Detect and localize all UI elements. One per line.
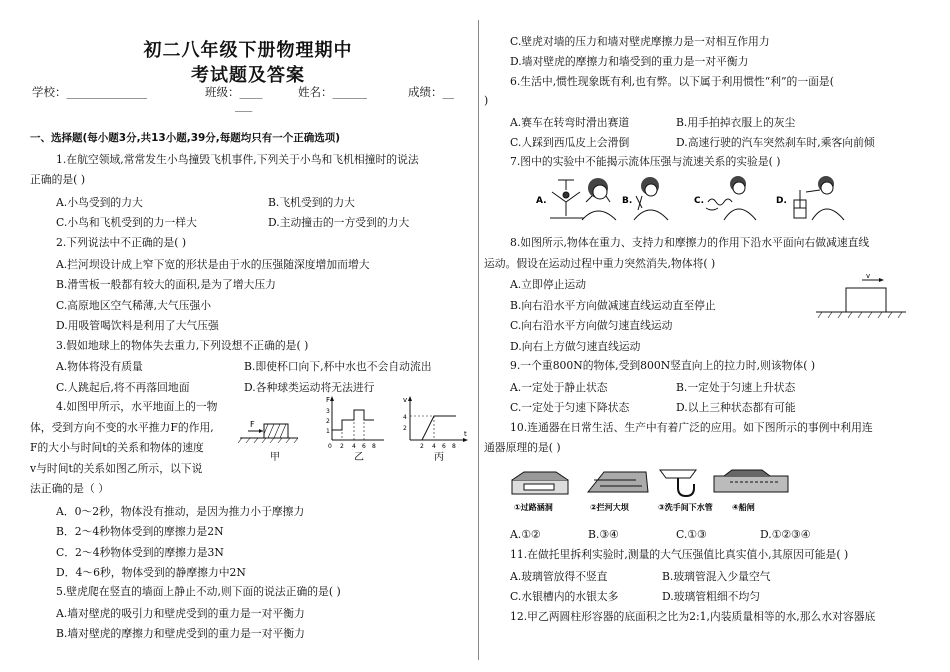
- q2-option-b: B.滑雪板一般都有较大的面积,是为了增大压力: [56, 278, 276, 291]
- q5-option-b: B.墙对壁虎的摩擦力和壁虎受到的重力是一对平衡力: [56, 627, 305, 640]
- q10-stem-cont: 通器原理的是( ): [484, 441, 561, 454]
- q1-stem: 1.在航空领域,常常发生小鸟撞毁飞机事件,下列关于小鸟和飞机相撞时的说法: [56, 153, 419, 166]
- q2-stem: 2.下列说法中不正确的是( ): [56, 236, 187, 249]
- school-field: 学校：______________: [32, 85, 147, 99]
- q4-option-b: B．2～4秒物体受到的摩擦力是2N: [56, 525, 224, 538]
- sink-drain-figure: [660, 470, 696, 496]
- q10-option-c: C.①③: [676, 528, 707, 541]
- q4-option-c: C．2～4秒物体受到的摩擦力是3N: [56, 546, 224, 559]
- name-field: 姓名：______: [298, 85, 367, 99]
- q1-option-a: A.小鸟受到的力大: [56, 196, 143, 209]
- figure-jia: [238, 420, 298, 443]
- caption-lock: ④船闸: [732, 503, 755, 512]
- boy-with-spring-figure: [706, 176, 756, 220]
- ship-lock-figure: [714, 470, 788, 492]
- axis-t: t: [464, 430, 467, 438]
- q4-figures: [238, 394, 470, 464]
- title-line1: 初二八年级下册物理期中: [143, 40, 353, 61]
- tick-b2: 2: [420, 443, 424, 450]
- score-field-cont: ___: [235, 98, 253, 112]
- q4-stem-4: v与时间t的关系如图乙所示，以下说: [30, 462, 203, 475]
- q2-option-a: A.拦河坝设计成上窄下宽的形状是由于水的压强随深度增加而增大: [56, 258, 370, 271]
- section-heading: 一、选择题(每小题3分,共13小题,39分,每题均只有一个正确选项): [30, 132, 341, 144]
- q5-stem: 5.壁虎爬在竖直的墙面上静止不动,则下面的说法正确的是( ): [56, 585, 341, 598]
- tick-b6: 6: [442, 443, 446, 450]
- tick-x8: 8: [372, 443, 376, 450]
- q3-option-c: C.人跳起后,将不再落回地面: [56, 381, 190, 394]
- q6-stem: 6.生活中,惯性现象既有利,也有弊。以下属于利用惯性“利”的一面是(: [510, 75, 834, 88]
- q4-option-a: A．0～2秒，物体没有推动，是因为推力小于摩擦力: [56, 505, 305, 518]
- q1-stem-cont: 正确的是( ): [30, 173, 86, 186]
- q11-option-d: D.玻璃管粗细不均匀: [662, 590, 761, 603]
- axis-F: F: [326, 396, 331, 404]
- left-column: [30, 0, 466, 672]
- q5-option-d: D.墙对壁虎的摩擦力和墙受到的重力是一对平衡力: [510, 55, 749, 68]
- q1-option-d: D.主动撞击的一方受到的力大: [268, 216, 410, 229]
- label-jia: 甲: [270, 452, 280, 463]
- score-field: 成绩：__: [408, 85, 454, 99]
- q11-option-a: A.玻璃管放得不竖直: [510, 570, 608, 583]
- q9-option-d: D.以上三种状态都有可能: [676, 401, 796, 414]
- q9-option-b: B.一定处于匀速上升状态: [676, 381, 796, 394]
- q8-option-b: B.向右沿水平方向做减速直线运动直至停止: [510, 299, 716, 312]
- tick-x4: 4: [352, 443, 356, 450]
- tick-b8: 8: [452, 443, 456, 450]
- funnel-ball-figure: [550, 180, 584, 218]
- q5-option-c: C.壁虎对墙的压力和墙对壁虎摩擦力是一对相互作用力: [510, 35, 770, 48]
- q8-option-a: A.立即停止运动: [510, 278, 587, 291]
- class-field: 班级：____: [205, 85, 263, 99]
- q8-figure: [812, 272, 910, 324]
- boy-blowing-paper-figure: [582, 178, 616, 220]
- q2-option-c: C.高原地区空气稀薄,大气压强小: [56, 299, 212, 312]
- figure-bing: [403, 396, 468, 450]
- tick-x2: 2: [340, 443, 344, 450]
- q10-stem: 10.连通器在日常生活、生产中有着广泛的应用。如下图所示的事例中利用连: [510, 421, 873, 434]
- tick-v2: 2: [403, 425, 407, 432]
- q6-option-d: D.高速行驶的汽车突然刹车时,乘客向前倾: [676, 136, 875, 149]
- tick-3: 3: [326, 408, 330, 415]
- q9-option-a: A.一定处于静止状态: [510, 381, 608, 394]
- title-line2: 考试题及答案: [191, 65, 305, 86]
- q7-label-a: A.: [536, 196, 547, 206]
- q8-option-c: C.向右沿水平方向做匀速直线运动: [510, 319, 673, 332]
- q7-label-c: C.: [694, 196, 705, 206]
- tick-1: 1: [326, 428, 330, 435]
- caption-culvert: ①过路涵洞: [514, 503, 553, 512]
- q10-option-a: A.①②: [510, 528, 541, 541]
- q3-stem: 3.假如地球上的物体失去重力,下列设想不正确的是( ): [56, 339, 309, 352]
- q8-stem: 8.如图所示,物体在重力、支持力和摩擦力的作用下沿水平面向右做减速直线: [510, 236, 870, 249]
- q10-option-b: B.③④: [588, 528, 619, 541]
- q3-option-b: B.即使杯口向下,杯中水也不会自动流出: [244, 360, 432, 373]
- caption-dam: ②拦河大坝: [590, 503, 629, 512]
- force-label-jia: F: [250, 420, 255, 429]
- q9-stem: 9.一个重800N的物体,受到800N竖直向上的拉力时,则该物体( ): [510, 359, 816, 372]
- tick-v4: 4: [403, 414, 407, 421]
- q10-figures: [510, 462, 810, 514]
- person-with-paper-figure: [634, 177, 668, 220]
- q6-option-b: B.用手拍掉衣服上的灰尘: [676, 116, 796, 129]
- q11-stem: 11.在做托里拆利实验时,测量的大气压强值比真实值小,其原因可能是( ): [510, 548, 849, 561]
- velocity-label: v: [866, 272, 871, 280]
- q4-stem-2: 体，受到方向不变的水平推力F的作用,: [30, 421, 214, 434]
- axis-v: v: [403, 396, 408, 404]
- q1-option-c: C.小鸟和飞机受到的力一样大: [56, 216, 197, 229]
- q6-option-a: A.赛车在转弯时滑出赛道: [510, 116, 630, 129]
- q4-stem: 4.如图甲所示，水平地面上的一物: [56, 400, 218, 413]
- label-yi: 乙: [354, 452, 364, 463]
- q7-stem: 7.图中的实验中不能揭示流体压强与流速关系的实验是( ): [510, 155, 781, 168]
- caption-drain: ③洗手间下水管: [658, 503, 713, 512]
- q7-label-b: B.: [622, 196, 633, 206]
- right-column: [484, 0, 930, 672]
- culvert-figure: [512, 472, 568, 494]
- q4-stem-3: F的大小与时间t的关系和物体的速度: [30, 441, 204, 454]
- tick-x6: 6: [362, 443, 366, 450]
- q10-option-d: D.①②③④: [760, 528, 811, 541]
- q8-option-d: D.向右上方做匀速直线运动: [510, 340, 641, 353]
- q11-option-c: C.水银槽内的水银太多: [510, 590, 619, 603]
- figure-yi: [326, 396, 384, 450]
- q6-stem-cont: ): [484, 94, 489, 107]
- q12-stem: 12.甲乙两圆柱形容器的底面积之比为2:1,内装质量相等的水,那么水对容器底: [510, 610, 876, 623]
- q4-stem-5: 法正确的是（ ）: [30, 482, 110, 495]
- tick-b4: 4: [432, 443, 436, 450]
- q3-option-a: A.物体将没有质量: [56, 360, 143, 373]
- q7-label-d: D.: [776, 196, 787, 206]
- q2-option-d: D.用吸管喝饮料是利用了大气压强: [56, 319, 219, 332]
- tick-2: 2: [326, 418, 330, 425]
- tick-0: 0: [328, 443, 332, 450]
- q7-figures: [530, 172, 870, 224]
- label-bing: 丙: [434, 452, 444, 463]
- column-divider: [478, 20, 479, 660]
- q6-option-c: C.人踩到西瓜皮上会滑倒: [510, 136, 630, 149]
- q8-stem-cont: 运动。假设在运动过程中重力突然消失,物体将( ): [484, 257, 716, 270]
- q4-option-d: D．4～6秒，物体受到的静摩擦力中2N: [56, 566, 246, 579]
- q1-option-b: B.飞机受到的力大: [268, 196, 355, 209]
- q5-option-a: A.墙对壁虎的吸引力和壁虎受到的重力是一对平衡力: [56, 607, 305, 620]
- dam-figure: [588, 472, 648, 492]
- q11-option-b: B.玻璃管混入少量空气: [662, 570, 771, 583]
- q9-option-c: C.一定处于匀速下降状态: [510, 401, 630, 414]
- q3-option-d: D.各种球类运动将无法进行: [244, 381, 375, 394]
- boy-with-cup-figure: [794, 176, 844, 220]
